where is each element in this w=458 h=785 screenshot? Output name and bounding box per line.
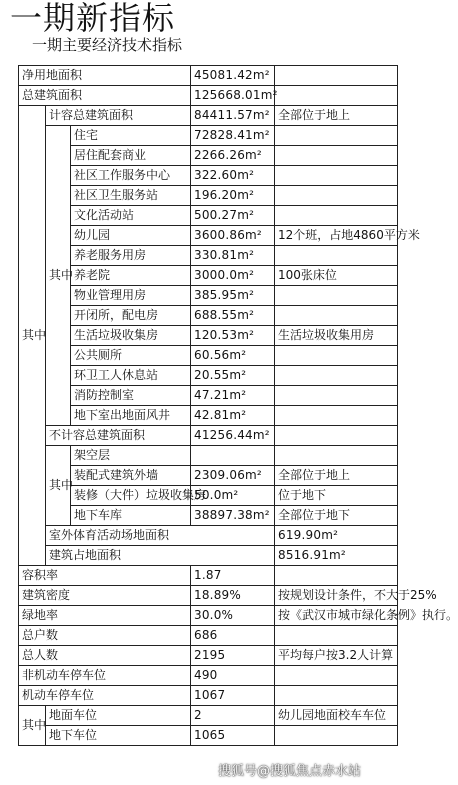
- row-note: [275, 306, 398, 326]
- row-label: 总建筑面积: [19, 86, 191, 106]
- row-label: 幼儿园: [71, 226, 191, 246]
- row-label: 机动车停车位: [19, 686, 191, 706]
- table-row: [19, 486, 398, 506]
- table-row: [19, 106, 398, 126]
- row-value: 196.20m²: [191, 186, 275, 206]
- row-note: [275, 126, 398, 146]
- row-value: 619.90m²: [275, 526, 398, 546]
- indicator-table: [18, 65, 458, 746]
- row-note: 按规划设计条件，不大于25%: [275, 586, 398, 606]
- table-row: [19, 366, 398, 386]
- table-row: [19, 586, 398, 606]
- row-value: [191, 446, 275, 466]
- row-note: 生活垃圾收集用房: [275, 326, 398, 346]
- row-note: 平均每户按3.2人计算: [275, 646, 398, 666]
- row-value: 84411.57m²: [191, 106, 275, 126]
- row-label: 养老服务用房: [71, 246, 191, 266]
- row-value: 385.95m²: [191, 286, 275, 306]
- row-note: [275, 386, 398, 406]
- row-note: [275, 186, 398, 206]
- row-note: [275, 566, 398, 586]
- row-note: [275, 366, 398, 386]
- table-row: [19, 406, 398, 426]
- row-note: [275, 426, 398, 446]
- row-label: 环卫工人休息站: [71, 366, 191, 386]
- table-row: [19, 426, 398, 446]
- table-row: [19, 66, 398, 86]
- row-label: 容积率: [19, 566, 191, 586]
- row-value: 3000.0m²: [191, 266, 275, 286]
- row-note: [275, 146, 398, 166]
- row-label: 室外体育活动场地面积: [46, 526, 275, 546]
- row-label: 地下车位: [46, 726, 191, 746]
- row-label: 文化活动站: [71, 206, 191, 226]
- row-note: [275, 86, 398, 106]
- row-value: 686: [191, 626, 275, 646]
- row-note: [275, 626, 398, 646]
- table-row: [19, 306, 398, 326]
- table-row: [19, 226, 398, 246]
- row-value: 8516.91m²: [275, 546, 398, 566]
- table-row: [19, 466, 398, 486]
- row-value: 3600.86m²: [191, 226, 275, 246]
- row-label: 计容总建筑面积: [46, 106, 191, 126]
- row-label: 建筑占地面积: [46, 546, 275, 566]
- table-row: [19, 86, 398, 106]
- row-value: 2266.26m²: [191, 146, 275, 166]
- table-row: [19, 186, 398, 206]
- row-value: 500.27m²: [191, 206, 275, 226]
- row-value: 2309.06m²: [191, 466, 275, 486]
- row-label: 养老院: [71, 266, 191, 286]
- row-note: [275, 666, 398, 686]
- row-note: [275, 246, 398, 266]
- row-label: 地面车位: [46, 706, 191, 726]
- table-row: [19, 286, 398, 306]
- row-note: [275, 406, 398, 426]
- row-note: [275, 66, 398, 86]
- row-value: 688.55m²: [191, 306, 275, 326]
- table-row: [19, 666, 398, 686]
- row-note: 全部位于地下: [275, 506, 398, 526]
- table-row: [19, 546, 398, 566]
- table-row: [19, 686, 398, 706]
- row-value: 2: [191, 706, 275, 726]
- row-note: 全部位于地上: [275, 466, 398, 486]
- table-row: [19, 566, 398, 586]
- row-value: 30.0%: [191, 606, 275, 626]
- page-title: 一期新指标: [10, 0, 176, 37]
- table-row: [19, 506, 398, 526]
- table-row: [19, 146, 398, 166]
- row-value: 1.87: [191, 566, 275, 586]
- table-row: [19, 646, 398, 666]
- table-row: [19, 266, 398, 286]
- row-note: 按《武汉市城市绿化条例》执行。: [275, 606, 398, 626]
- row-label: 装修（大件）垃圾收集房: [71, 486, 191, 506]
- row-value: 45081.42m²: [191, 66, 275, 86]
- row-label: 居住配套商业: [71, 146, 191, 166]
- group-label-qizhong: 其中: [19, 106, 46, 566]
- row-value: 330.81m²: [191, 246, 275, 266]
- row-label: 净用地面积: [19, 66, 191, 86]
- table-row: [19, 126, 398, 146]
- table-row: [19, 346, 398, 366]
- row-note: 幼儿园地面校车车位: [275, 706, 398, 726]
- row-value: 1065: [191, 726, 275, 746]
- group-label-non-far-sub: 其中: [46, 446, 71, 526]
- table-row: [19, 246, 398, 266]
- row-label: 非机动车停车位: [19, 666, 191, 686]
- row-note: [275, 346, 398, 366]
- row-label: 开闭所，配电房: [71, 306, 191, 326]
- row-note: 12个班，占地4860平方米: [275, 226, 398, 246]
- row-value: 18.89%: [191, 586, 275, 606]
- table-row: [19, 326, 398, 346]
- row-value: 20.55m²: [191, 366, 275, 386]
- row-label: 消防控制室: [71, 386, 191, 406]
- row-label: 住宅: [71, 126, 191, 146]
- group-label-far-sub: 其中: [46, 126, 71, 426]
- row-value: 2195: [191, 646, 275, 666]
- table-row: [19, 706, 398, 726]
- row-note: 100张床位: [275, 266, 398, 286]
- row-value: 60.56m²: [191, 346, 275, 366]
- row-note: [275, 446, 398, 466]
- table-row: [19, 526, 398, 546]
- row-label: 建筑密度: [19, 586, 191, 606]
- row-value: 38897.38m²: [191, 506, 275, 526]
- row-note: 全部位于地上: [275, 106, 398, 126]
- row-note: 位于地下: [275, 486, 398, 506]
- table-row: [19, 606, 398, 626]
- row-label: 生活垃圾收集房: [71, 326, 191, 346]
- row-label: 总户数: [19, 626, 191, 646]
- row-value: 41256.44m²: [191, 426, 275, 446]
- row-label: 社区工作服务中心: [71, 166, 191, 186]
- table-row: [19, 446, 398, 466]
- row-label: 社区卫生服务站: [71, 186, 191, 206]
- table-row: [19, 626, 398, 646]
- row-value: 47.21m²: [191, 386, 275, 406]
- row-value: 120.53m²: [191, 326, 275, 346]
- table-row: [19, 726, 398, 746]
- row-label: 地下车库: [71, 506, 191, 526]
- row-note: [275, 286, 398, 306]
- row-value: 322.60m²: [191, 166, 275, 186]
- watermark: 搜狐号@搜狐焦点赤水站: [218, 764, 362, 779]
- row-note: [275, 166, 398, 186]
- row-label: 总人数: [19, 646, 191, 666]
- row-label: 不计容总建筑面积: [46, 426, 191, 446]
- page-subtitle: 一期主要经济技术指标: [32, 36, 183, 54]
- row-label: 架空层: [71, 446, 191, 466]
- row-label: 地下室出地面风井: [71, 406, 191, 426]
- row-value: 42.81m²: [191, 406, 275, 426]
- row-value: 1067: [191, 686, 275, 706]
- table-row: [19, 166, 398, 186]
- row-note: [275, 726, 398, 746]
- table-row: [19, 206, 398, 226]
- row-note: [275, 206, 398, 226]
- row-note: [275, 686, 398, 706]
- row-value: 72828.41m²: [191, 126, 275, 146]
- row-value: 490: [191, 666, 275, 686]
- table-row: [19, 386, 398, 406]
- row-value: 50.0m²: [191, 486, 275, 506]
- row-value: 125668.01m²: [191, 86, 275, 106]
- row-label: 装配式建筑外墙: [71, 466, 191, 486]
- row-label: 公共厕所: [71, 346, 191, 366]
- row-label: 物业管理用房: [71, 286, 191, 306]
- group-label-car-sub: 其中: [19, 706, 46, 746]
- row-label: 绿地率: [19, 606, 191, 626]
